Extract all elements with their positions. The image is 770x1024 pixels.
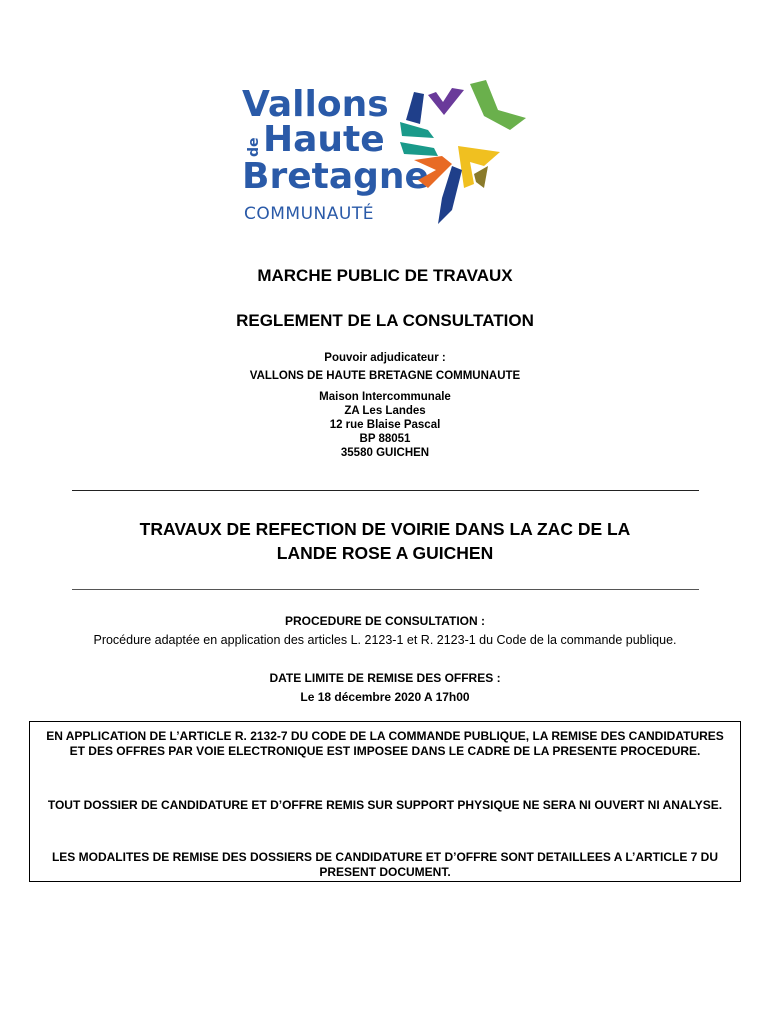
notice-paragraph: TOUT DOSSIER DE CANDIDATURE ET D’OFFRE REMIS SUR SUPPORT PHYSIQUE NE SERA NI OUVERT NI ANALYSE. — [47, 798, 723, 812]
organization-logo — [238, 70, 543, 245]
subject-line: LANDE ROSE A GUICHEN — [276, 543, 494, 563]
deadline-date: Le 18 décembre 2020 A 17h00 — [300, 690, 470, 704]
address-line: ZA Les Landes — [344, 405, 426, 417]
logo-line-vallons: Vallons — [242, 84, 389, 125]
contract-subject — [60, 517, 710, 565]
logo-line-de: de — [246, 137, 262, 157]
logo-graphic — [238, 70, 543, 245]
logo-line-haute: Haute — [263, 119, 385, 160]
address-line: BP 88051 — [359, 433, 411, 445]
divider — [72, 589, 699, 590]
address-line: 12 rue Blaise Pascal — [329, 419, 441, 431]
procedure-heading: PROCEDURE DE CONSULTATION : — [285, 614, 485, 628]
procedure-text: Procédure adaptée en application des articles L. 2123-1 et R. 2123-1 du Code de la commande publique. — [93, 633, 677, 647]
notice-paragraph: LES MODALITES DE REMISE DES DOSSIERS DE CANDIDATURE ET D’OFFRE SONT DETAILLEES A L’ARTICLE 7 DU PRESENT DOCUMENT. — [51, 850, 719, 879]
logo-line-communaute: COMMUNAUTÉ — [244, 204, 374, 224]
deadline-heading: DATE LIMITE DE REMISE DES OFFRES : — [269, 671, 501, 685]
subject-line: TRAVAUX DE REFECTION DE VOIRIE DANS LA ZAC DE LA — [139, 519, 631, 539]
logo-line-bretagne: Bretagne — [242, 156, 429, 197]
divider — [72, 490, 699, 491]
notice-paragraph: EN APPLICATION DE L’ARTICLE R. 2132-7 DU CODE DE LA COMMANDE PUBLIQUE, LA REMISE DES CANDIDATURES ET DES OFFRES PAR VOIE ELECTRONIQUE EST IMPOSEE DANS LE CADRE DE LA PRESENTE PROCEDURE. — [46, 729, 724, 758]
document-type-title: MARCHE PUBLIC DE TRAVAUX — [257, 266, 513, 285]
address-line: Maison Intercommunale — [319, 391, 451, 403]
document-subtitle: REGLEMENT DE LA CONSULTATION — [236, 311, 534, 330]
authority-name: VALLONS DE HAUTE BRETAGNE COMMUNAUTE — [249, 370, 521, 382]
authority-label: Pouvoir adjudicateur : — [324, 352, 446, 364]
address-line: 35580 GUICHEN — [340, 447, 430, 459]
logo-petals-icon — [400, 80, 526, 224]
notice-box — [29, 721, 741, 882]
